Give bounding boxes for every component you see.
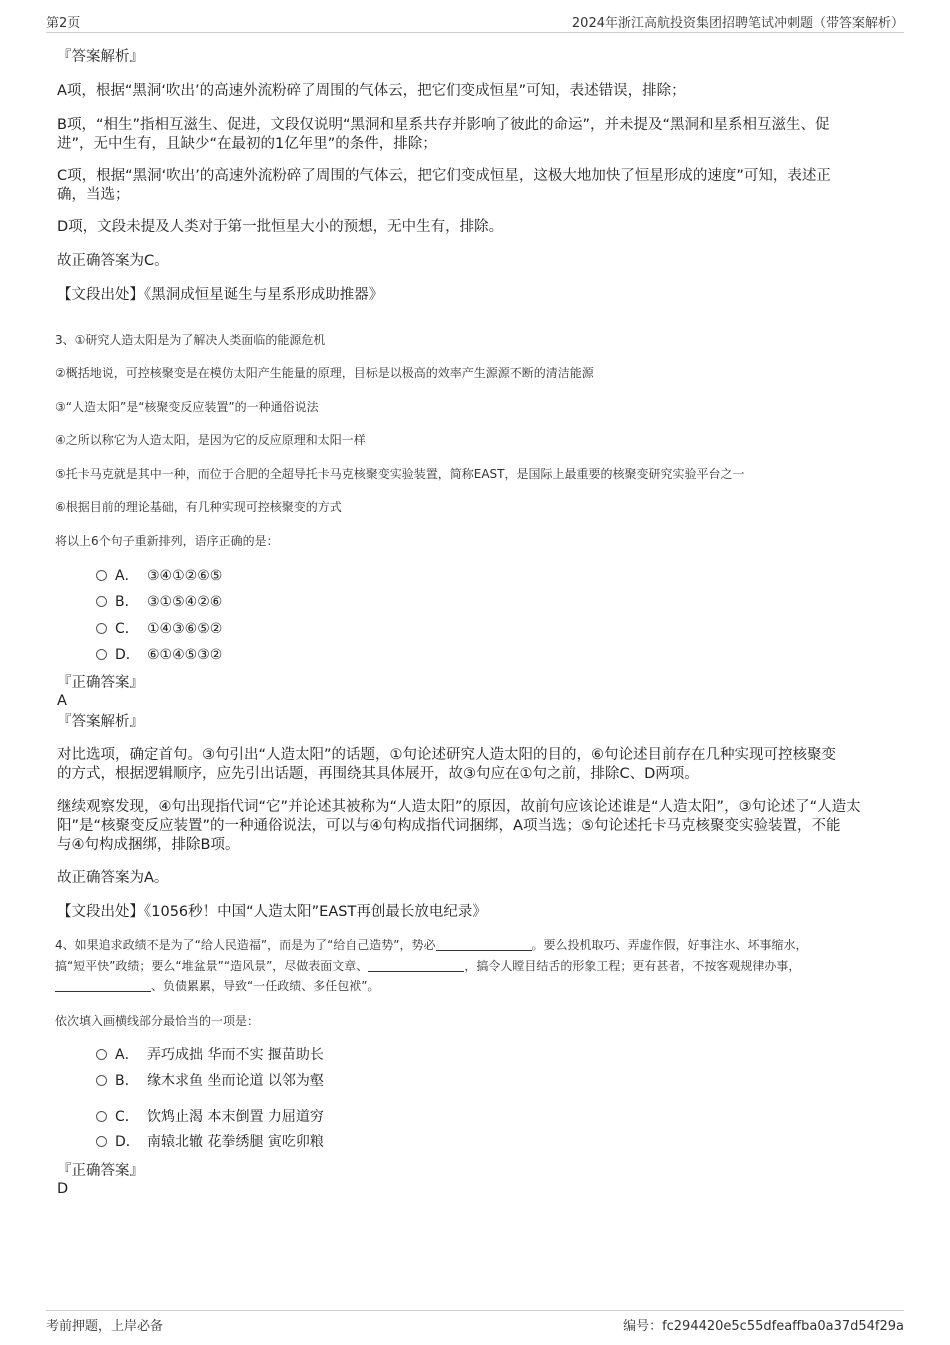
radio-icon[interactable] [96,596,107,607]
answer-title: 『正确答案』 [57,1163,144,1179]
analysis-b-line2: 进”，无中生有，且缺少“在最初的1亿年里”的条件，排除； [57,136,437,152]
document-id: 编号：fc294420e5c55dfeaffba0a37d54f29a [623,1319,904,1334]
radio-icon[interactable] [96,1075,107,1086]
question-3-sentence-3: ③“人造太阳”是“核聚变反应装置”的一种通俗说法 [55,400,319,414]
conclusion: 故正确答案为A。 [57,870,169,886]
analysis-d: D项，文段未提及人类对于第一批恒星大小的预想，无中生有，排除。 [57,219,504,235]
option-a[interactable]: A． ③④①②⑥⑤ [96,567,222,585]
page-number: 第2页 [46,16,81,31]
analysis-a: A项，根据“黑洞‘吹出’的高速外流粉碎了周围的气体云，把它们变成恒星”可知，表述错误，排除； [57,83,686,99]
radio-icon[interactable] [96,623,107,634]
answer-title: 『正确答案』 [57,675,144,691]
source-note: 【文段出处】《1056秒！中国“人造太阳”EAST再创最长放电纪录》 [57,904,487,920]
question-3-sentence-5: ⑤托卡马克就是其中一种，而位于合肥的全超导托卡马克核聚变实验装置，简称EAST，是国际上最重要的核聚变研究实验平台之一 [55,467,745,481]
analysis-para-2-line3: 与④句构成捆绑，排除B项。 [57,837,240,853]
answer-value: D [57,1181,69,1197]
question-3-sentence-4: ④之所以称它为人造太阳，是因为它的反应原理和太阳一样 [55,433,366,447]
option-b[interactable]: B． ③①⑤④②⑥ [96,593,222,611]
page-footer [46,1310,904,1335]
question-3-sentence-1: 3、①研究人造太阳是为了解决人类面临的能源危机 [55,333,326,347]
question-3-prompt: 将以上6个句子重新排列，语序正确的是： [55,534,279,548]
conclusion: 故正确答案为C。 [57,253,169,269]
radio-icon[interactable] [96,1049,107,1060]
radio-icon[interactable] [96,1136,107,1147]
source-note: 【文段出处】《黑洞成恒星诞生与星系形成助推器》 [57,287,384,303]
option-d[interactable]: D． ⑥①④⑤③② [96,646,222,664]
analysis-title: 『答案解析』 [57,714,144,730]
radio-icon[interactable] [96,649,107,660]
analysis-c-line1: C项，根据“黑洞‘吹出’的高速外流粉碎了周围的气体云，把它们变成恒星，这极大地加快了恒星形成的速度”可知，表述正 [57,168,831,184]
radio-icon[interactable] [96,1111,107,1122]
option-c[interactable]: C． ①④③⑥⑤② [96,620,222,638]
fill-blank-2[interactable] [368,959,464,972]
question-3-sentence-2: ②概括地说，可控核聚变是在模仿太阳产生能量的原理，目标是以极高的效率产生源源不断的清洁能源 [55,366,594,380]
option-b[interactable]: B． 缘木求鱼 坐而论道 以邻为壑 [96,1072,324,1090]
document-title: 2024年浙江高航投资集团招聘笔试冲刺题（带答案解析） [571,16,904,31]
analysis-para-2-line2: 阳”是“核聚变反应装置”的一种通俗说法，可以与④句构成指代词捆绑，A项当选；⑤句论述托卡马克核聚变实验装置，不能 [57,818,841,834]
question-4-line2: 搞“短平快”政绩；要么“堆盆景”“造风景”，尽做表面文章、 ，搞令人瞠目结舌的形象工程；更有甚者，不按客观规律办事， [55,959,801,973]
question-4-line1: 4、如果追求政绩不是为了“给人民造福”，而是为了“给自己造势”，势必 。要么投机取巧、弄虚作假，好事注水、坏事缩水， [55,938,808,952]
fill-blank-1[interactable] [436,938,532,951]
page-header [46,12,904,33]
option-d[interactable]: D． 南辕北辙 花拳绣腿 寅吃卯粮 [96,1133,324,1151]
analysis-title: 『答案解析』 [57,49,144,65]
analysis-b-line1: B项，“相生”指相互滋生、促进，文段仅说明“黑洞和星系共存并影响了彼此的命运”，并未提及“黑洞和星系相互滋生、促 [57,117,830,133]
analysis-para-1-line1: 对比选项，确定首句。③句引出“人造太阳”的话题，①句论述研究人造太阳的目的，⑥句论述目前存在几种实现可控核聚变 [57,747,837,763]
analysis-para-1-line2: 的方式，根据逻辑顺序，应先引出话题，再围绕其具体展开，故③句应在①句之前，排除C、D两项。 [57,766,699,782]
analysis-para-2-line1: 继续观察发现，④句出现指代词“它”并论述其被称为“人造太阳”的原因，故前句应该论述谁是“人造太阳”，③句论述了“人造太 [57,799,861,815]
option-c[interactable]: C． 饮鸩止渴 本末倒置 力屈道穷 [96,1108,324,1126]
radio-icon[interactable] [96,570,107,581]
option-a[interactable]: A． 弄巧成拙 华而不实 揠苗助长 [96,1046,324,1064]
question-4-line3: 、负债累累，导致“一任政绩、多任包袱”。 [55,975,895,997]
question-3-sentence-6: ⑥根据目前的理论基础，有几种实现可控核聚变的方式 [55,500,342,514]
question-4-prompt: 依次填入画横线部分最恰当的一项是： [55,1014,260,1028]
analysis-c-line2: 确，当选； [57,187,130,203]
footer-slogan: 考前押题，上岸必备 [46,1319,164,1334]
answer-value: A [57,693,67,709]
fill-blank-3[interactable] [55,979,151,992]
